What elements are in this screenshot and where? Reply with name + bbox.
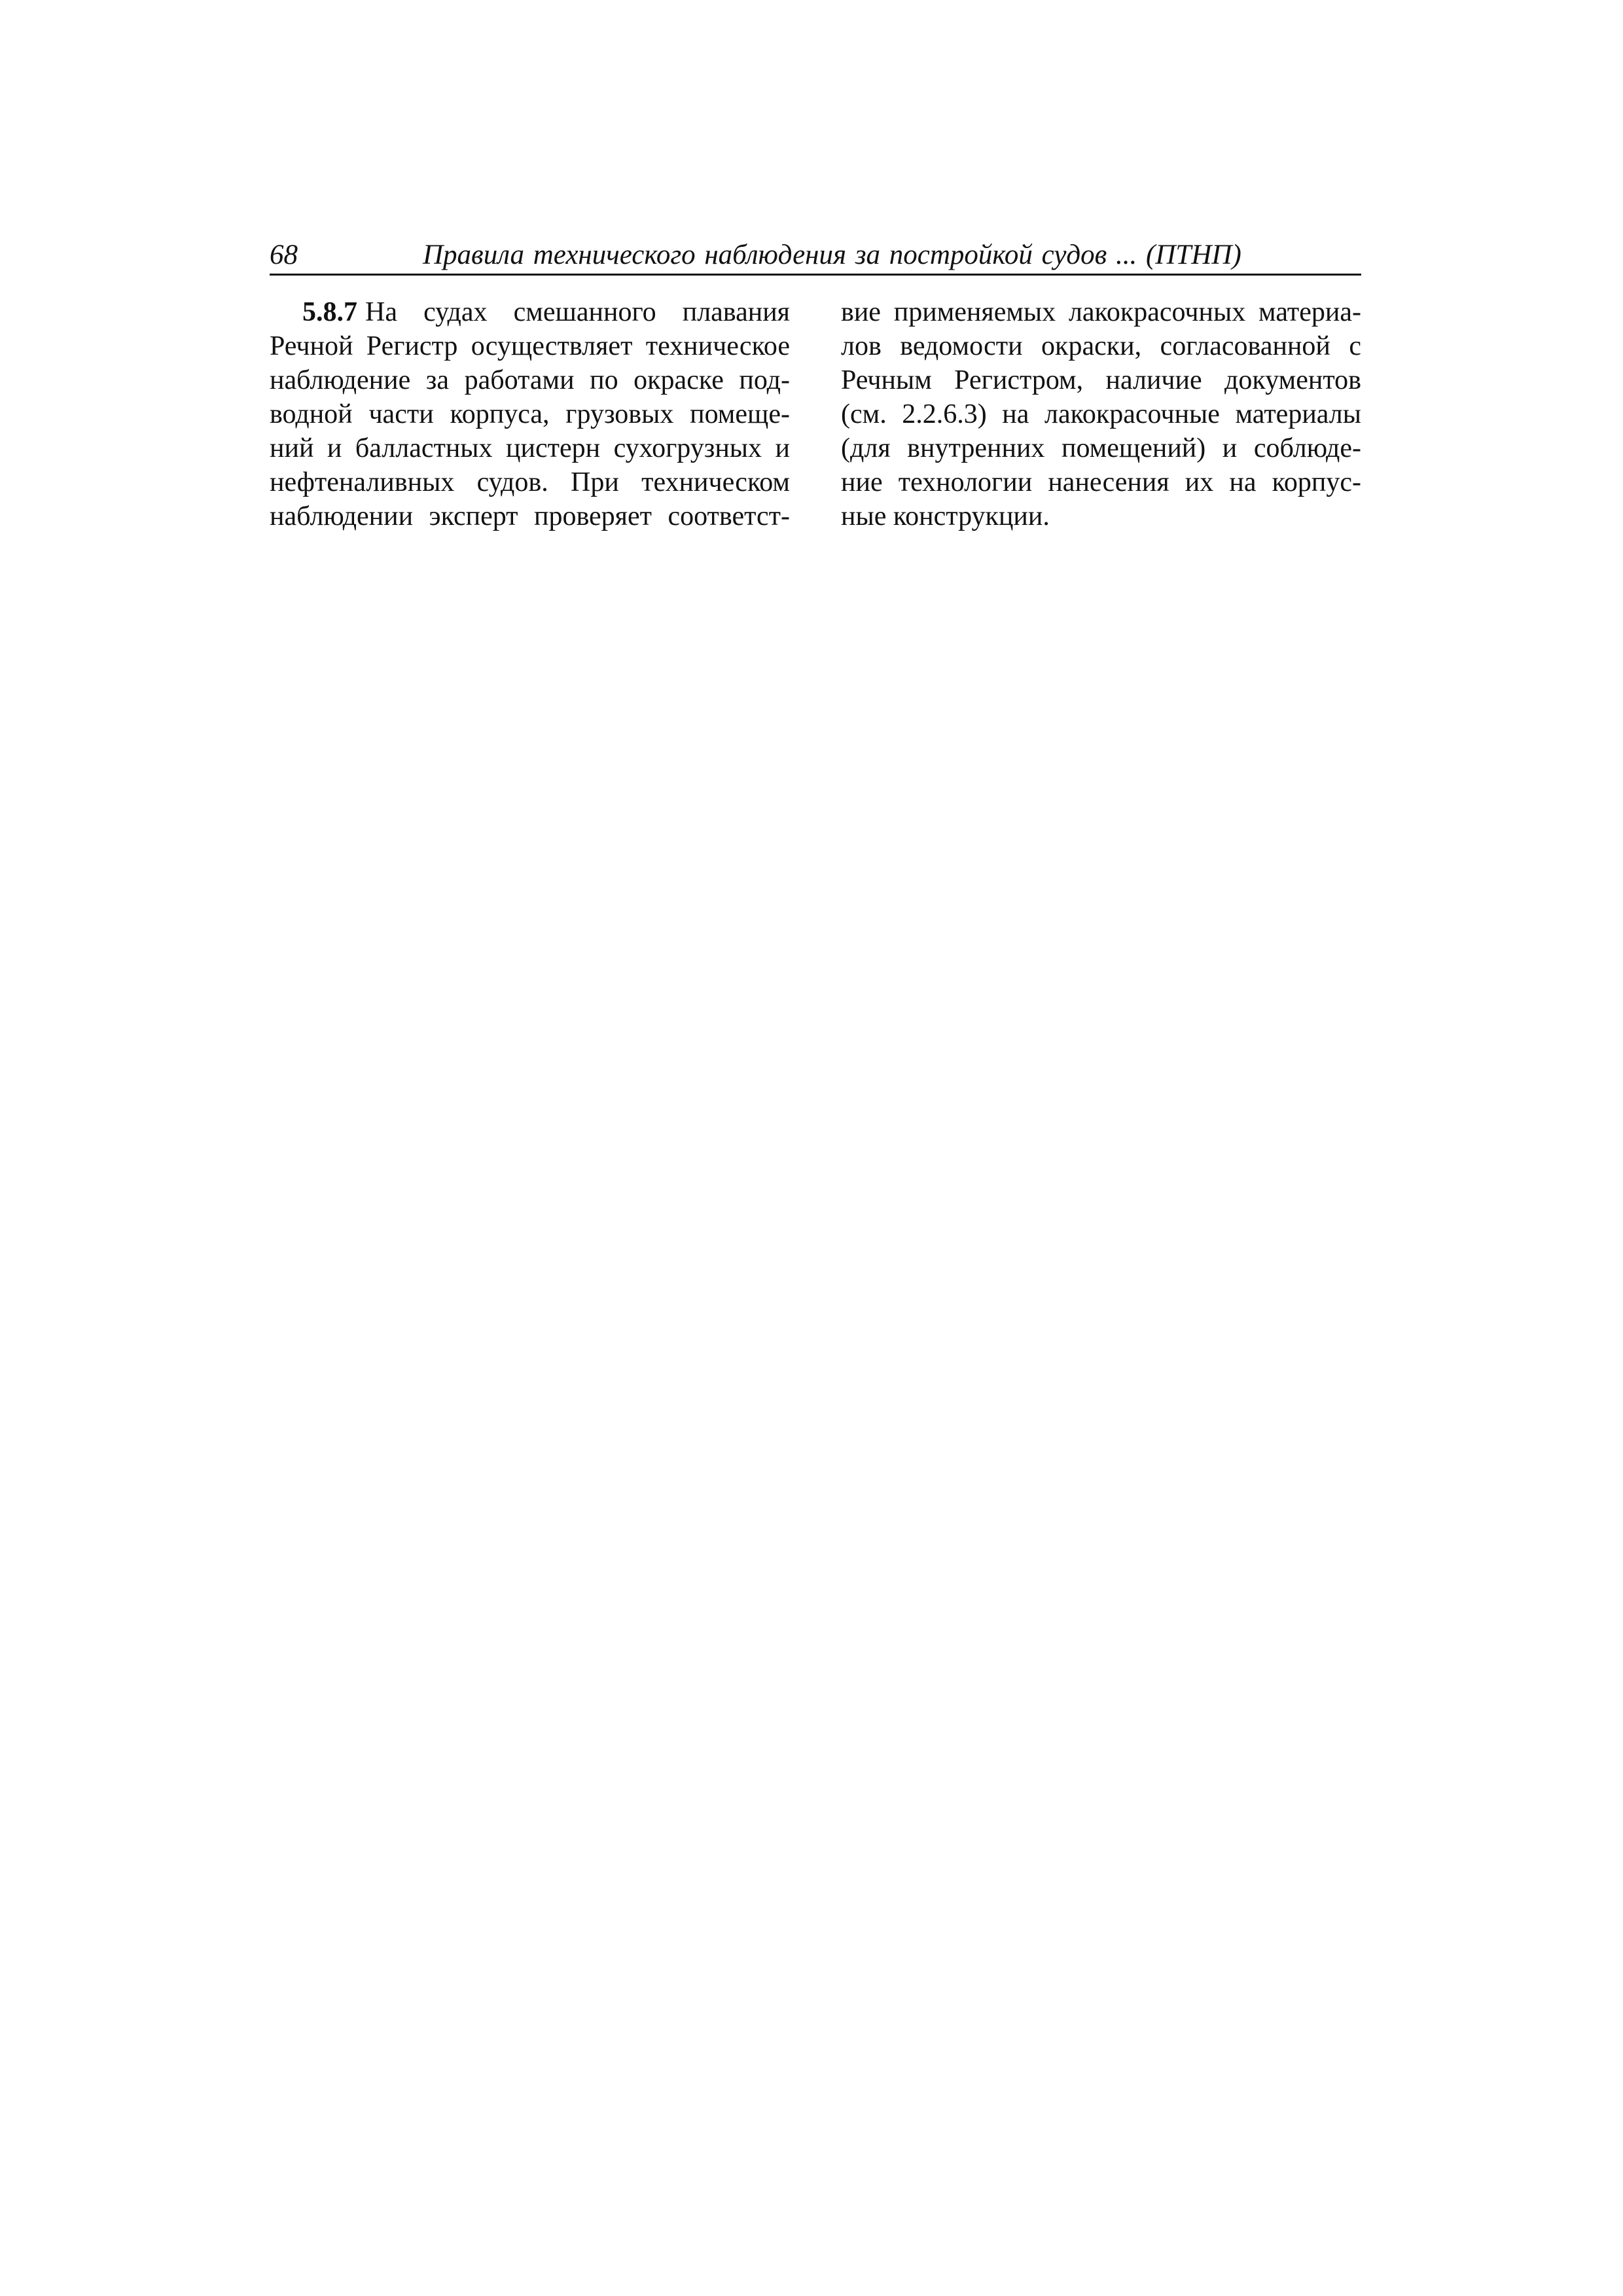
text-line: ние технологии нанесения их на корпус- <box>841 467 1361 497</box>
left-column <box>270 295 790 533</box>
text-line: ний и балластных цистерн сухогрузных и <box>270 433 790 463</box>
running-head <box>270 236 1361 275</box>
running-title: Правила технического наблюдения за постройкой судов ... (ПТНП) <box>423 240 1241 270</box>
text-line: наблюдение за работами по окраске под- <box>270 365 790 395</box>
right-column <box>841 295 1361 533</box>
text-line: (см. 2.2.6.3) на лакокрасочные материалы <box>841 399 1361 429</box>
header-rule <box>270 274 1361 276</box>
text-line: Речным Регистром, наличие документов <box>841 365 1361 395</box>
text-line: водной части корпуса, грузовых помеще- <box>270 399 790 429</box>
text-line <box>270 295 790 329</box>
text-line: ные конструкции. <box>841 501 1050 531</box>
page-number: 68 <box>270 240 298 270</box>
text-line: лов ведомости окраски, согласованной с <box>841 331 1361 361</box>
text-line: Речной Регистр осуществляет техническое <box>270 331 790 361</box>
text-line: нефтеналивных судов. При техническом <box>270 467 790 497</box>
clause-number: 5.8.7 <box>302 297 357 327</box>
text-line: наблюдении эксперт проверяет соответст- <box>270 501 790 531</box>
clause-text: На судах смешанного плавания <box>365 297 790 327</box>
text-line: вие применяемых лакокрасочных материа- <box>841 297 1361 327</box>
text-line: (для внутренних помещений) и соблюде- <box>841 433 1361 463</box>
